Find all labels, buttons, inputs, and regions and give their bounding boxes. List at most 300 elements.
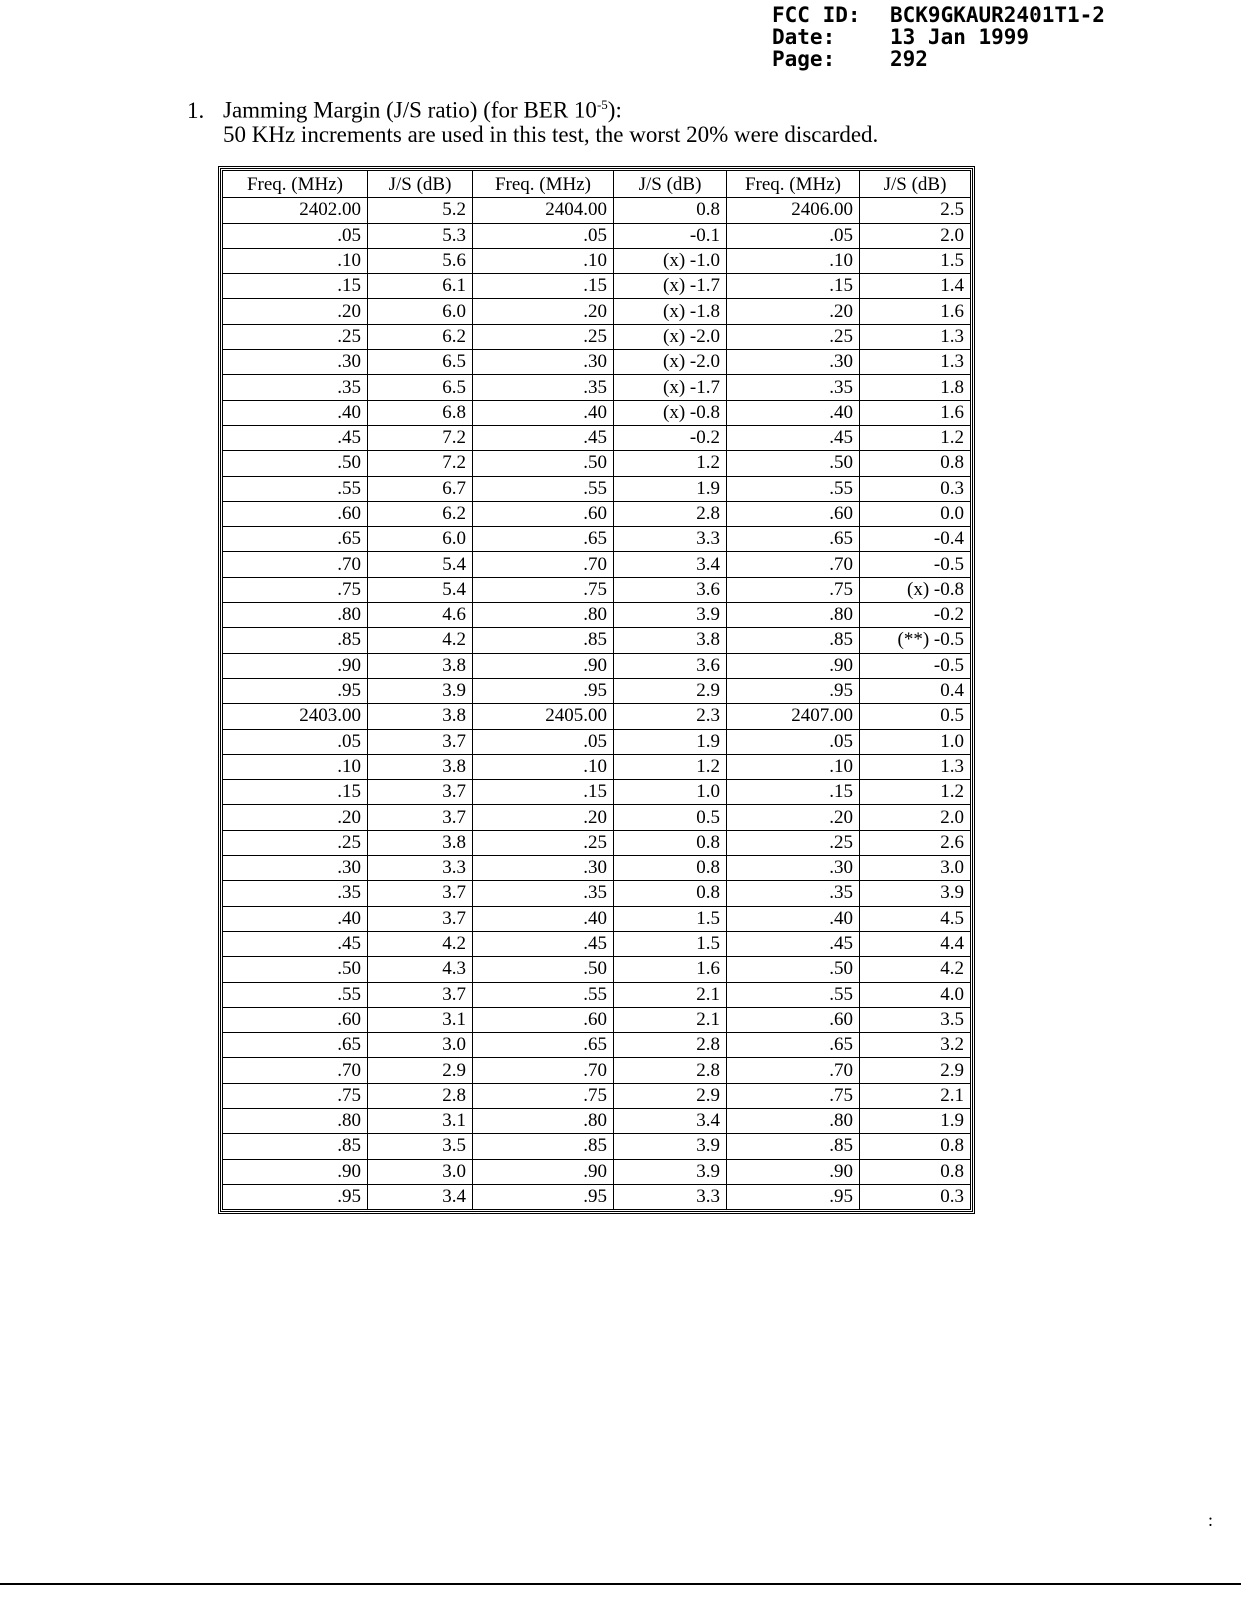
- js-cell: 3.1: [368, 1007, 473, 1032]
- js-cell: 0.3: [860, 1184, 971, 1209]
- freq-cell: .80: [223, 1108, 368, 1133]
- table-row: [223, 1184, 971, 1209]
- table-row: [223, 704, 971, 729]
- table-row: [223, 552, 971, 577]
- js-cell: 5.6: [368, 248, 473, 273]
- freq-cell: .75: [473, 1083, 614, 1108]
- freq-cell: .70: [727, 1058, 860, 1083]
- js-cell: 5.4: [368, 577, 473, 602]
- freq-cell: .50: [223, 451, 368, 476]
- js-cell: 1.0: [860, 729, 971, 754]
- js-cell: 1.0: [614, 780, 727, 805]
- freq-cell: .10: [223, 754, 368, 779]
- freq-cell: .80: [727, 1108, 860, 1133]
- js-cell: (x) -1.8: [614, 299, 727, 324]
- js-cell: 1.5: [614, 906, 727, 931]
- js-cell: 3.9: [614, 1159, 727, 1184]
- js-cell: 4.4: [860, 931, 971, 956]
- js-cell: 1.9: [860, 1108, 971, 1133]
- js-cell: 6.2: [368, 324, 473, 349]
- js-cell: 3.9: [614, 1134, 727, 1159]
- js-cell: (x) -2.0: [614, 324, 727, 349]
- freq-cell: .35: [223, 375, 368, 400]
- freq-cell: .60: [727, 501, 860, 526]
- js-cell: 3.3: [614, 1184, 727, 1209]
- freq-cell: .65: [727, 1033, 860, 1058]
- table-row: [223, 577, 971, 602]
- js-cell: 0.4: [860, 678, 971, 703]
- fcc-id-row: [772, 4, 1105, 26]
- table-row: [223, 754, 971, 779]
- freq-cell: .70: [727, 552, 860, 577]
- section-title-pre: Jamming Margin (J/S ratio) (for BER 10: [223, 97, 597, 123]
- freq-cell: .95: [223, 1184, 368, 1209]
- freq-cell: .95: [727, 1184, 860, 1209]
- js-cell: 1.8: [860, 375, 971, 400]
- js-cell: 4.2: [368, 628, 473, 653]
- js-cell: (x) -2.0: [614, 350, 727, 375]
- js-cell: 3.7: [368, 805, 473, 830]
- js-cell: 0.8: [860, 451, 971, 476]
- js-cell: 7.2: [368, 425, 473, 450]
- freq-cell: .55: [223, 476, 368, 501]
- date-label: Date:: [772, 25, 836, 49]
- js-cell: (x) -1.0: [614, 248, 727, 273]
- js-cell: 1.3: [860, 754, 971, 779]
- js-cell: 2.3: [614, 704, 727, 729]
- js-cell: 4.6: [368, 603, 473, 628]
- freq-cell: .15: [223, 274, 368, 299]
- freq-cell: .90: [223, 653, 368, 678]
- freq-cell: .35: [727, 881, 860, 906]
- js-cell: (x) -0.8: [860, 577, 971, 602]
- js-cell: 6.1: [368, 274, 473, 299]
- freq-cell: .05: [223, 729, 368, 754]
- js-cell: 0.8: [614, 881, 727, 906]
- freq-cell: .40: [727, 400, 860, 425]
- js-cell: 0.5: [860, 704, 971, 729]
- freq-cell: .15: [473, 780, 614, 805]
- freq-cell: .20: [223, 299, 368, 324]
- js-cell: 2.1: [614, 982, 727, 1007]
- js-cell: 3.8: [614, 628, 727, 653]
- js-cell: 3.7: [368, 906, 473, 931]
- freq-cell: .35: [473, 375, 614, 400]
- js-cell: 4.2: [860, 957, 971, 982]
- js-cell: (x) -1.7: [614, 274, 727, 299]
- freq-cell: .30: [223, 350, 368, 375]
- page-label: Page:: [772, 47, 836, 71]
- js-cell: 1.3: [860, 324, 971, 349]
- freq-cell: .20: [473, 299, 614, 324]
- js-cell: 2.1: [860, 1083, 971, 1108]
- freq-cell: .10: [223, 248, 368, 273]
- js-cell: 3.7: [368, 881, 473, 906]
- freq-cell: .55: [727, 476, 860, 501]
- js-cell: 6.0: [368, 299, 473, 324]
- js-cell: 6.7: [368, 476, 473, 501]
- freq-cell: .40: [473, 906, 614, 931]
- table-row: [223, 1083, 971, 1108]
- freq-cell: .75: [727, 577, 860, 602]
- header-freq-1: Freq. (MHz): [223, 171, 368, 198]
- js-cell: 3.5: [368, 1134, 473, 1159]
- section-number: 1.: [187, 97, 205, 123]
- header-freq-2: Freq. (MHz): [473, 171, 614, 198]
- freq-cell: 2404.00: [473, 198, 614, 223]
- js-cell: -0.2: [860, 603, 971, 628]
- freq-cell: .30: [223, 856, 368, 881]
- jamming-margin-table: [222, 170, 971, 1210]
- js-cell: 1.5: [614, 931, 727, 956]
- js-cell: 1.3: [860, 350, 971, 375]
- js-cell: 0.3: [860, 476, 971, 501]
- freq-cell: .65: [223, 527, 368, 552]
- freq-cell: .05: [473, 223, 614, 248]
- js-cell: 2.9: [614, 1083, 727, 1108]
- freq-cell: .15: [727, 780, 860, 805]
- freq-cell: .95: [223, 678, 368, 703]
- table-row: [223, 830, 971, 855]
- table-row: [223, 350, 971, 375]
- header-js-3: J/S (dB): [860, 171, 971, 198]
- js-cell: 3.9: [614, 603, 727, 628]
- js-cell: 2.9: [860, 1058, 971, 1083]
- js-cell: 4.2: [368, 931, 473, 956]
- js-cell: 3.0: [368, 1033, 473, 1058]
- freq-cell: .10: [727, 754, 860, 779]
- freq-cell: .85: [473, 628, 614, 653]
- js-cell: 3.3: [614, 527, 727, 552]
- freq-cell: .65: [727, 527, 860, 552]
- freq-cell: 2405.00: [473, 704, 614, 729]
- freq-cell: .40: [223, 906, 368, 931]
- js-cell: 3.8: [368, 653, 473, 678]
- freq-cell: .15: [473, 274, 614, 299]
- table-header-row: [223, 171, 971, 198]
- freq-cell: .15: [727, 274, 860, 299]
- freq-cell: .90: [473, 1159, 614, 1184]
- freq-cell: .50: [223, 957, 368, 982]
- freq-cell: .75: [223, 1083, 368, 1108]
- table-row: [223, 628, 971, 653]
- freq-cell: .05: [727, 729, 860, 754]
- freq-cell: 2406.00: [727, 198, 860, 223]
- js-cell: 0.8: [614, 198, 727, 223]
- js-cell: 1.2: [860, 425, 971, 450]
- js-cell: 0.8: [614, 830, 727, 855]
- js-cell: 3.4: [614, 552, 727, 577]
- table-row: [223, 678, 971, 703]
- js-cell: 1.2: [614, 754, 727, 779]
- freq-cell: .75: [727, 1083, 860, 1108]
- js-cell: -0.5: [860, 552, 971, 577]
- table-row: [223, 1108, 971, 1133]
- date-value: 13 Jan 1999: [890, 25, 1030, 49]
- js-cell: 4.0: [860, 982, 971, 1007]
- section-subtitle: 50 KHz increments are used in this test, the worst 20% were discarded.: [223, 122, 879, 147]
- js-cell: 3.8: [368, 830, 473, 855]
- freq-cell: .45: [223, 425, 368, 450]
- table-row: [223, 476, 971, 501]
- freq-cell: .85: [223, 1134, 368, 1159]
- freq-cell: .65: [473, 1033, 614, 1058]
- freq-cell: .25: [223, 830, 368, 855]
- table-row: [223, 931, 971, 956]
- freq-cell: .35: [223, 881, 368, 906]
- js-cell: 2.8: [614, 1058, 727, 1083]
- freq-cell: .25: [473, 830, 614, 855]
- freq-cell: .65: [223, 1033, 368, 1058]
- freq-cell: .20: [223, 805, 368, 830]
- table-row: [223, 729, 971, 754]
- fcc-header: [772, 4, 1105, 70]
- freq-cell: .05: [473, 729, 614, 754]
- js-cell: 4.5: [860, 906, 971, 931]
- js-cell: 6.5: [368, 350, 473, 375]
- freq-cell: .25: [727, 324, 860, 349]
- table-row: [223, 223, 971, 248]
- js-cell: 6.8: [368, 400, 473, 425]
- js-cell: 2.5: [860, 198, 971, 223]
- freq-cell: .95: [473, 1184, 614, 1209]
- js-cell: 2.1: [614, 1007, 727, 1032]
- table-row: [223, 1033, 971, 1058]
- freq-cell: .50: [727, 957, 860, 982]
- header-js-2: J/S (dB): [614, 171, 727, 198]
- js-cell: 1.9: [614, 476, 727, 501]
- freq-cell: .70: [473, 1058, 614, 1083]
- freq-cell: .25: [727, 830, 860, 855]
- freq-cell: .10: [473, 248, 614, 273]
- freq-cell: .75: [473, 577, 614, 602]
- freq-cell: .45: [473, 425, 614, 450]
- js-cell: 0.5: [614, 805, 727, 830]
- freq-cell: .95: [727, 678, 860, 703]
- table-row: [223, 881, 971, 906]
- freq-cell: .50: [473, 451, 614, 476]
- js-cell: (**) -0.5: [860, 628, 971, 653]
- js-cell: 2.6: [860, 830, 971, 855]
- freq-cell: .20: [727, 299, 860, 324]
- freq-cell: .35: [473, 881, 614, 906]
- js-cell: 6.2: [368, 501, 473, 526]
- freq-cell: 2407.00: [727, 704, 860, 729]
- js-cell: 3.9: [368, 678, 473, 703]
- freq-cell: .85: [223, 628, 368, 653]
- freq-cell: .75: [223, 577, 368, 602]
- header-js-1: J/S (dB): [368, 171, 473, 198]
- freq-cell: .80: [473, 1108, 614, 1133]
- js-cell: 0.8: [860, 1159, 971, 1184]
- table-row: [223, 324, 971, 349]
- freq-cell: .80: [223, 603, 368, 628]
- freq-cell: .30: [473, 350, 614, 375]
- table-row: [223, 603, 971, 628]
- freq-cell: .55: [727, 982, 860, 1007]
- freq-cell: .20: [473, 805, 614, 830]
- table-row: [223, 1007, 971, 1032]
- freq-cell: .05: [223, 223, 368, 248]
- js-cell: 3.8: [368, 704, 473, 729]
- table-row: [223, 780, 971, 805]
- table-row: [223, 451, 971, 476]
- freq-cell: .40: [727, 906, 860, 931]
- freq-cell: .60: [727, 1007, 860, 1032]
- table-row: [223, 198, 971, 223]
- js-cell: 0.8: [860, 1134, 971, 1159]
- js-cell: 3.5: [860, 1007, 971, 1032]
- freq-cell: .70: [473, 552, 614, 577]
- js-cell: 3.2: [860, 1033, 971, 1058]
- freq-cell: .80: [473, 603, 614, 628]
- freq-cell: .60: [473, 501, 614, 526]
- js-cell: -0.5: [860, 653, 971, 678]
- fcc-id-label: FCC ID:: [772, 3, 861, 27]
- js-cell: 2.8: [368, 1083, 473, 1108]
- freq-cell: .90: [223, 1159, 368, 1184]
- freq-cell: .60: [223, 1007, 368, 1032]
- js-cell: 6.5: [368, 375, 473, 400]
- freq-cell: .10: [727, 248, 860, 273]
- js-cell: 5.4: [368, 552, 473, 577]
- freq-cell: .90: [727, 653, 860, 678]
- freq-cell: .30: [727, 856, 860, 881]
- js-cell: 1.6: [614, 957, 727, 982]
- section-title-exponent: -5: [596, 97, 608, 112]
- js-cell: 2.0: [860, 223, 971, 248]
- freq-cell: .45: [473, 931, 614, 956]
- section-title-post: ):: [607, 97, 622, 123]
- freq-cell: .45: [727, 931, 860, 956]
- freq-cell: .30: [473, 856, 614, 881]
- page-row: [772, 48, 1105, 70]
- js-cell: 5.3: [368, 223, 473, 248]
- js-cell: 1.2: [614, 451, 727, 476]
- freq-cell: .25: [473, 324, 614, 349]
- table-row: [223, 982, 971, 1007]
- table-row: [223, 248, 971, 273]
- freq-cell: .55: [473, 476, 614, 501]
- table-row: [223, 299, 971, 324]
- js-cell: 4.3: [368, 957, 473, 982]
- js-cell: 2.8: [614, 1033, 727, 1058]
- freq-cell: .85: [727, 628, 860, 653]
- freq-cell: .45: [727, 425, 860, 450]
- bottom-rule: [0, 1583, 1241, 1585]
- jamming-margin-table-frame: [218, 166, 975, 1214]
- js-cell: -0.1: [614, 223, 727, 248]
- freq-cell: .90: [727, 1159, 860, 1184]
- freq-cell: .20: [727, 805, 860, 830]
- js-cell: 5.2: [368, 198, 473, 223]
- freq-cell: .40: [473, 400, 614, 425]
- js-cell: 3.7: [368, 780, 473, 805]
- js-cell: 1.5: [860, 248, 971, 273]
- fcc-id-value: BCK9GKAUR2401T1-2: [890, 3, 1105, 27]
- js-cell: 1.2: [860, 780, 971, 805]
- table-row: [223, 805, 971, 830]
- js-cell: 3.0: [860, 856, 971, 881]
- js-cell: 3.4: [614, 1108, 727, 1133]
- table-row: [223, 1134, 971, 1159]
- js-cell: 3.1: [368, 1108, 473, 1133]
- freq-cell: .65: [473, 527, 614, 552]
- freq-cell: 2403.00: [223, 704, 368, 729]
- js-cell: 3.6: [614, 577, 727, 602]
- js-cell: 1.6: [860, 400, 971, 425]
- js-cell: 6.0: [368, 527, 473, 552]
- js-cell: 3.0: [368, 1159, 473, 1184]
- table-row: [223, 957, 971, 982]
- freq-cell: .80: [727, 603, 860, 628]
- js-cell: 3.7: [368, 729, 473, 754]
- js-cell: 1.4: [860, 274, 971, 299]
- freq-cell: .40: [223, 400, 368, 425]
- page-edge-mark: :: [1208, 1510, 1214, 1530]
- freq-cell: .50: [727, 451, 860, 476]
- js-cell: 3.3: [368, 856, 473, 881]
- table-row: [223, 425, 971, 450]
- header-freq-3: Freq. (MHz): [727, 171, 860, 198]
- js-cell: -0.2: [614, 425, 727, 450]
- freq-cell: .45: [223, 931, 368, 956]
- js-cell: 2.0: [860, 805, 971, 830]
- js-cell: 3.4: [368, 1184, 473, 1209]
- freq-cell: .55: [223, 982, 368, 1007]
- freq-cell: .35: [727, 375, 860, 400]
- table-row: [223, 1058, 971, 1083]
- table-row: [223, 527, 971, 552]
- js-cell: 3.6: [614, 653, 727, 678]
- freq-cell: .70: [223, 1058, 368, 1083]
- js-cell: 0.8: [614, 856, 727, 881]
- freq-cell: .60: [473, 1007, 614, 1032]
- js-cell: 3.8: [368, 754, 473, 779]
- js-cell: (x) -1.7: [614, 375, 727, 400]
- js-cell: 1.9: [614, 729, 727, 754]
- date-row: [772, 26, 1105, 48]
- freq-cell: .95: [473, 678, 614, 703]
- js-cell: -0.4: [860, 527, 971, 552]
- js-cell: 2.8: [614, 501, 727, 526]
- table-body: [223, 198, 971, 1210]
- freq-cell: .05: [727, 223, 860, 248]
- freq-cell: .15: [223, 780, 368, 805]
- freq-cell: 2402.00: [223, 198, 368, 223]
- table-row: [223, 375, 971, 400]
- table-row: [223, 856, 971, 881]
- freq-cell: .55: [473, 982, 614, 1007]
- table-row: [223, 274, 971, 299]
- table-row: [223, 653, 971, 678]
- js-cell: 2.9: [614, 678, 727, 703]
- js-cell: 3.7: [368, 982, 473, 1007]
- freq-cell: .85: [727, 1134, 860, 1159]
- freq-cell: .85: [473, 1134, 614, 1159]
- js-cell: 0.0: [860, 501, 971, 526]
- js-cell: 1.6: [860, 299, 971, 324]
- freq-cell: .70: [223, 552, 368, 577]
- table-row: [223, 400, 971, 425]
- freq-cell: .30: [727, 350, 860, 375]
- js-cell: 3.9: [860, 881, 971, 906]
- freq-cell: .90: [473, 653, 614, 678]
- freq-cell: .60: [223, 501, 368, 526]
- freq-cell: .10: [473, 754, 614, 779]
- js-cell: 2.9: [368, 1058, 473, 1083]
- js-cell: (x) -0.8: [614, 400, 727, 425]
